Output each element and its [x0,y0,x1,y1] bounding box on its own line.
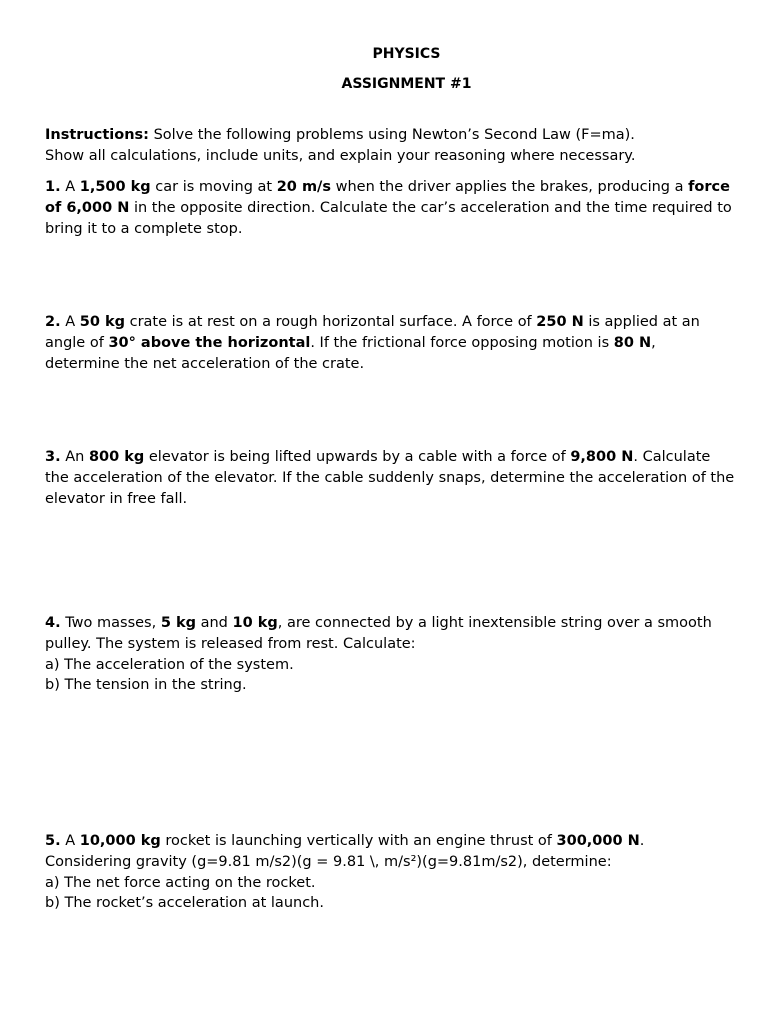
question-text: , are connected by a light inextensible string over a smooth pulley. The system is released from rest. Calculate: [45,615,712,652]
question-value: 5 kg [160,615,196,631]
question-text: A [60,314,80,330]
instructions-text-2: Show all calculations, include units, and explain your reasoning where necessary. [45,147,636,164]
question-value: force of 6,000 N [45,179,730,216]
instructions-text-1: Solve the following problems using Newton’s Second Law (F=ma). [148,127,635,143]
question-gravity-line: Considering gravity (g=9.81 m/s2)(g = 9.81 \, m/s²)(g=9.81m/s2), determine: [45,853,612,870]
question-value: 250 N [536,314,584,330]
question-number: 2. [45,314,61,330]
question-1 [45,177,735,239]
question-text: in the opposite direction. Calculate the car’s acceleration and the time required to bring it to a complete stop. [45,199,732,237]
question-text: car is moving at [150,179,277,195]
question-5 [45,831,735,914]
question-text: . Calculate the acceleration of the elevator. If the cable suddenly snaps, determine the acceleration of the elevator in free fall. [45,449,735,507]
question-text: , determine the net acceleration of the crate. [45,334,656,372]
question-4 [45,613,735,696]
question-text: Two masses, [60,615,161,631]
instructions-paragraph [45,125,735,167]
question-number: 3. [45,449,61,465]
question-text: A [60,179,80,195]
question-number: 1. [45,179,61,195]
question-part-a: a) The net force acting on the rocket. [45,874,316,891]
question-value: 30° above the horizontal [108,334,311,351]
question-value: 20 m/s [276,179,331,195]
question-text: elevator is being lifted upwards by a cable with a force of [144,449,571,465]
question-value: 9,800 N [570,449,634,465]
question-3 [45,447,735,509]
question-value: 10 kg [232,615,278,631]
question-number: 4. [45,615,61,631]
question-part-b: b) The rocket’s acceleration at launch. [45,895,324,912]
question-value: 1,500 kg [79,179,151,195]
instructions-label: Instructions: [45,127,149,143]
question-text: and [196,615,233,631]
question-part-b: b) The tension in the string. [45,677,247,694]
question-part-a: a) The acceleration of the system. [45,656,294,673]
question-text: rocket is launching vertically with an engine thrust of [160,833,557,849]
question-value: 50 kg [79,314,125,330]
question-value: 80 N [613,334,652,351]
question-value: 10,000 kg [79,833,161,849]
question-text: when the driver applies the brakes, producing a [330,179,689,195]
question-value: 300,000 N [556,833,640,849]
question-text: . [639,833,645,849]
question-number: 5. [45,833,61,849]
document-subject-title: PHYSICS [372,46,441,62]
question-text: . If the frictional force opposing motion is [310,334,614,351]
assignment-title: ASSIGNMENT #1 [341,76,472,92]
question-text: is applied at an angle of [45,314,700,351]
question-text: crate is at rest on a rough horizontal surface. A force of [125,314,537,330]
question-value: 800 kg [88,449,145,465]
question-2 [45,312,735,374]
question-text: An [60,449,89,465]
question-text: A [60,833,80,849]
